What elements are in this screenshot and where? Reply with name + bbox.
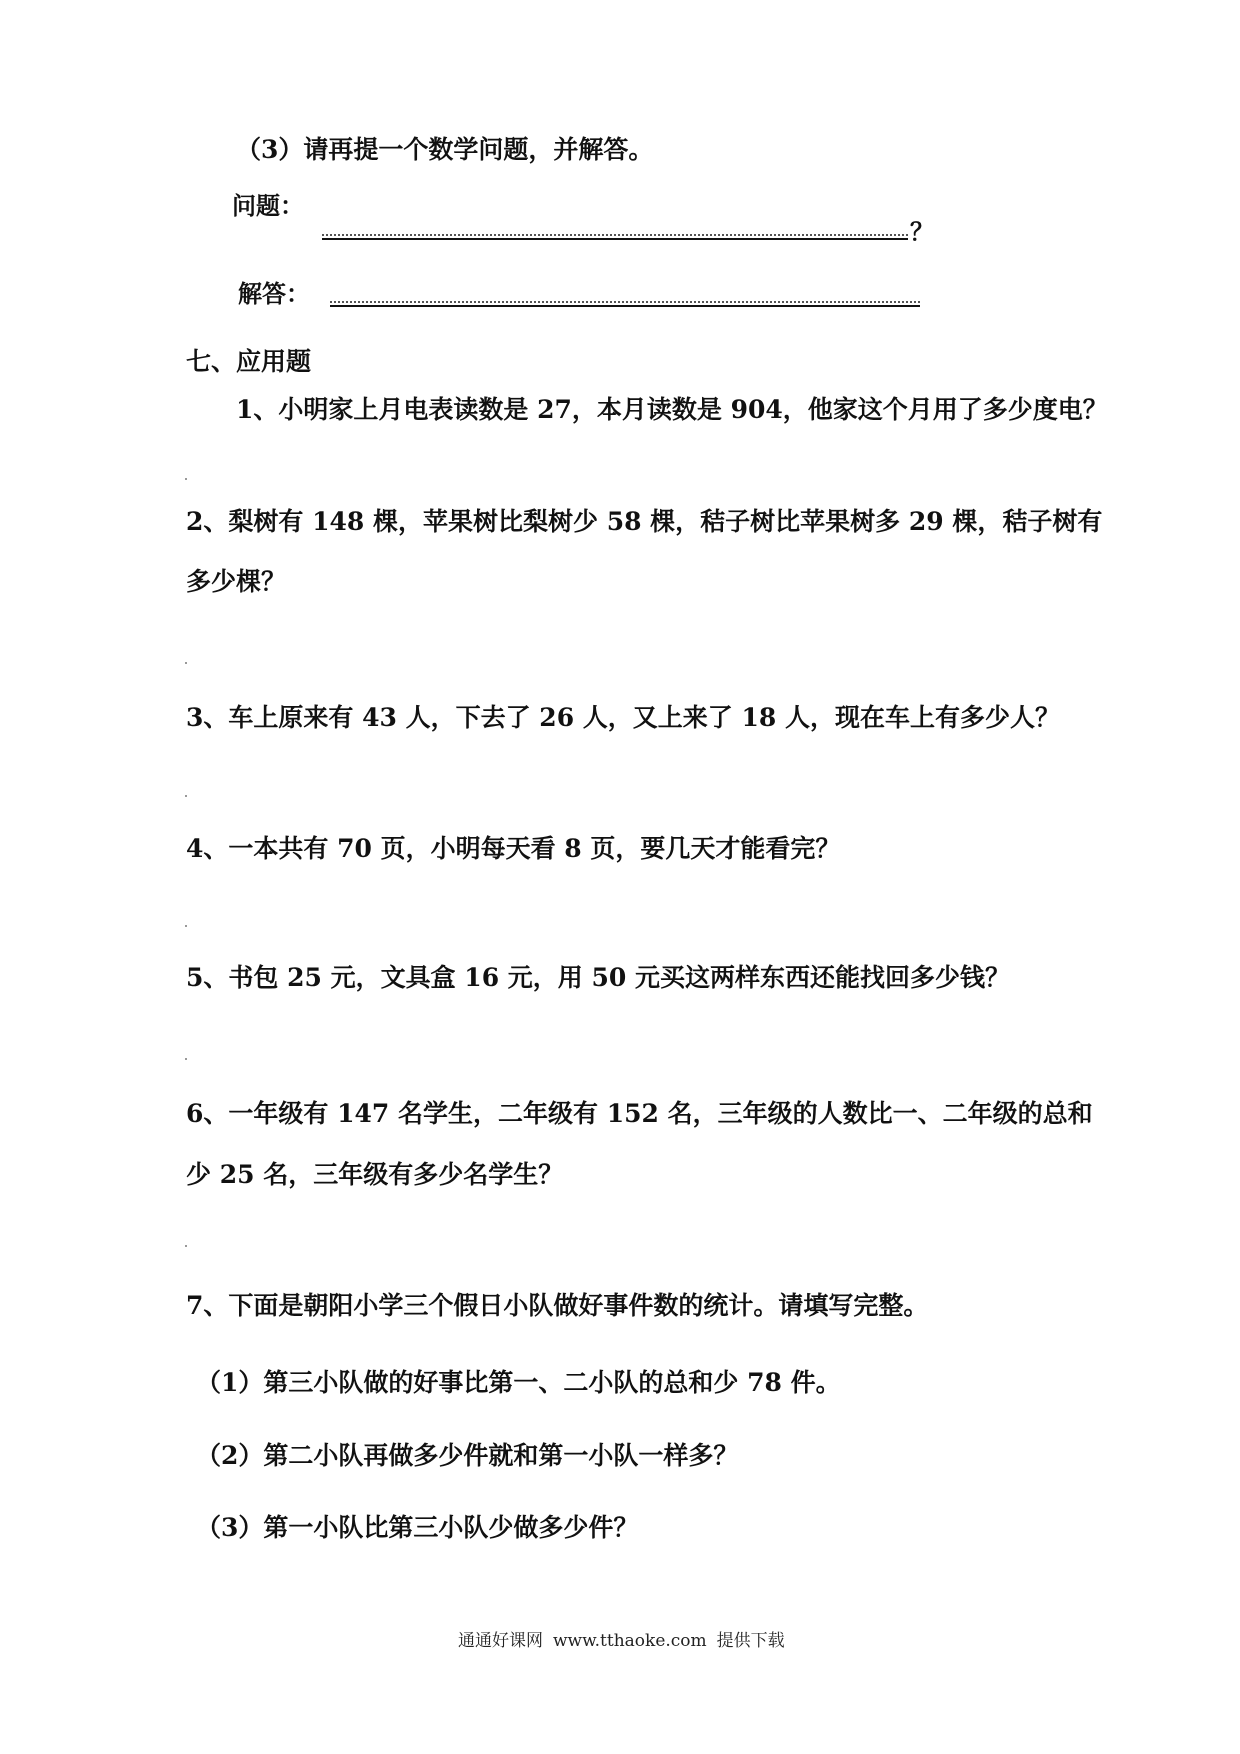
scan-speck	[185, 662, 187, 664]
question-end-mark: ？	[910, 217, 934, 246]
question-7: 7、下面是朝阳小学三个假日小队做好事件数的统计。请填写完整。	[186, 1291, 929, 1320]
scan-speck	[185, 1058, 187, 1060]
question-label: 问题：	[232, 191, 304, 220]
answer-label: 解答：	[238, 279, 310, 308]
part3-prompt: （3）请再提一个数学问题，并解答。	[236, 135, 654, 164]
question-7-sub-2: （2）第二小队再做多少件就和第一小队一样多？	[196, 1441, 739, 1470]
question-1: 1、小明家上月电表读数是 27，本月读数是 904，他家这个月用了多少度电？	[236, 395, 1108, 424]
answer-blank-dots	[330, 301, 920, 303]
question-2-line-1: 2、梨树有 148 棵，苹果树比梨树少 58 棵，秸子树比苹果树多 29 棵，秸子树有	[186, 507, 1103, 536]
footer-credit	[458, 1629, 785, 1653]
footer-site-name: 通通好课网	[458, 1631, 543, 1651]
question-blank[interactable]	[322, 238, 908, 240]
scan-speck	[185, 925, 187, 927]
question-6-line-1: 6、一年级有 147 名学生，二年级有 152 名，三年级的人数比一、二年级的总和	[186, 1099, 1093, 1128]
section-heading: 七、应用题	[186, 347, 312, 376]
question-blank-dots	[322, 234, 908, 236]
answer-blank[interactable]	[330, 305, 920, 307]
scan-speck	[185, 795, 187, 797]
scan-speck	[185, 478, 187, 480]
scan-speck	[185, 1245, 187, 1247]
question-6-line-2: 少 25 名，三年级有多少名学生？	[186, 1160, 564, 1189]
question-4: 4、一本共有 70 页，小明每天看 8 页，要几天才能看完？	[186, 834, 841, 863]
footer-suffix: 提供下载	[716, 1631, 785, 1651]
question-7-sub-3: （3）第一小队比第三小队少做多少件？	[196, 1513, 639, 1542]
footer-url[interactable]: www.tthaoke.com	[553, 1631, 707, 1651]
question-5: 5、书包 25 元，文具盒 16 元，用 50 元买这两样东西还能找回多少钱？	[186, 963, 1010, 992]
question-2-line-2: 多少棵？	[186, 567, 287, 596]
question-7-sub-1: （1）第三小队做的好事比第一、二小队的总和少 78 件。	[196, 1368, 841, 1397]
question-3: 3、车上原来有 43 人，下去了 26 人，又上来了 18 人，现在车上有多少人？	[186, 703, 1060, 732]
